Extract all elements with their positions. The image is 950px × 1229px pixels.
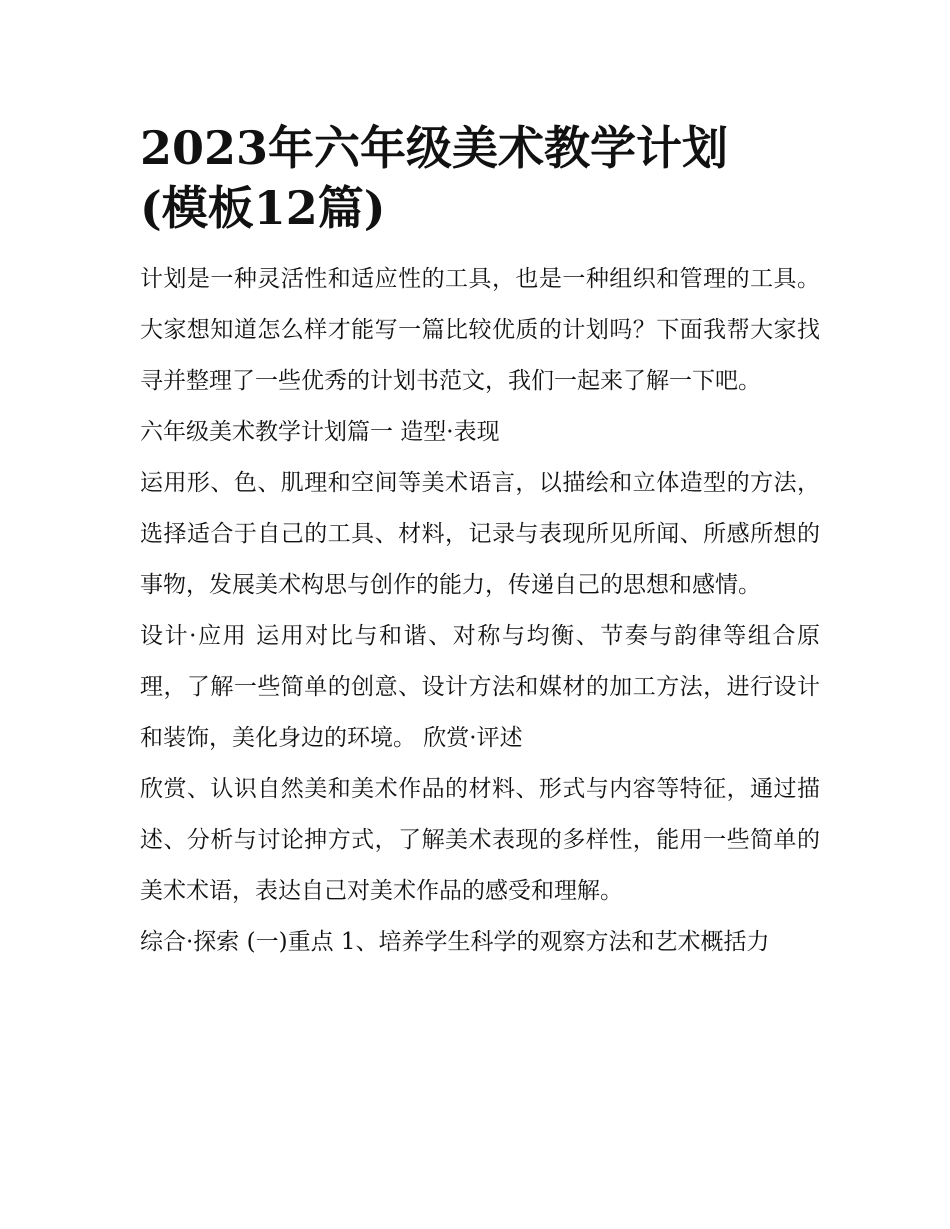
body-paragraph: 欣赏、认识自然美和美术作品的材料、形式与内容等特征，通过描述、分析与讨论抻方式，了解美术表现的多样性，能用一些简单的美术术语，表达自己对美术作品的感受和理解。	[140, 776, 820, 904]
title-line-1: 2023年六年级美术教学计划	[140, 121, 729, 175]
body-paragraph: 运用形、色、肌理和空间等美术语言，以描绘和立体造型的方法，选择适合于自己的工具、材料，记录与表现所见所闻、所感所想的事物，发展美术构思与创作的能力，传递自己的思想和感情。	[140, 470, 820, 598]
body-paragraph: 设计·应用 运用对比与和谐、对称与均衡、节奏与韵律等组合原理，了解一些简单的创意、设计方法和媒材的加工方法，进行设计和装饰，美化身边的环境。 欣赏·评述	[140, 623, 820, 751]
intro-paragraph: 计划是一种灵活性和适应性的工具，也是一种组织和管理的工具。大家想知道怎么样才能写一篇比较优质的计划吗？下面我帮大家找寻并整理了一些优秀的计划书范文，我们一起来了解一下吧。	[140, 266, 820, 394]
title-line-2: (模板12篇)	[140, 181, 386, 235]
body-paragraph: 综合·探索 (一)重点 1、培养学生科学的观察方法和艺术概括力	[140, 929, 770, 955]
section-heading-paragraph: 六年级美术教学计划篇一 造型·表现	[140, 419, 500, 445]
document-title	[140, 118, 820, 238]
document-page	[140, 118, 820, 968]
